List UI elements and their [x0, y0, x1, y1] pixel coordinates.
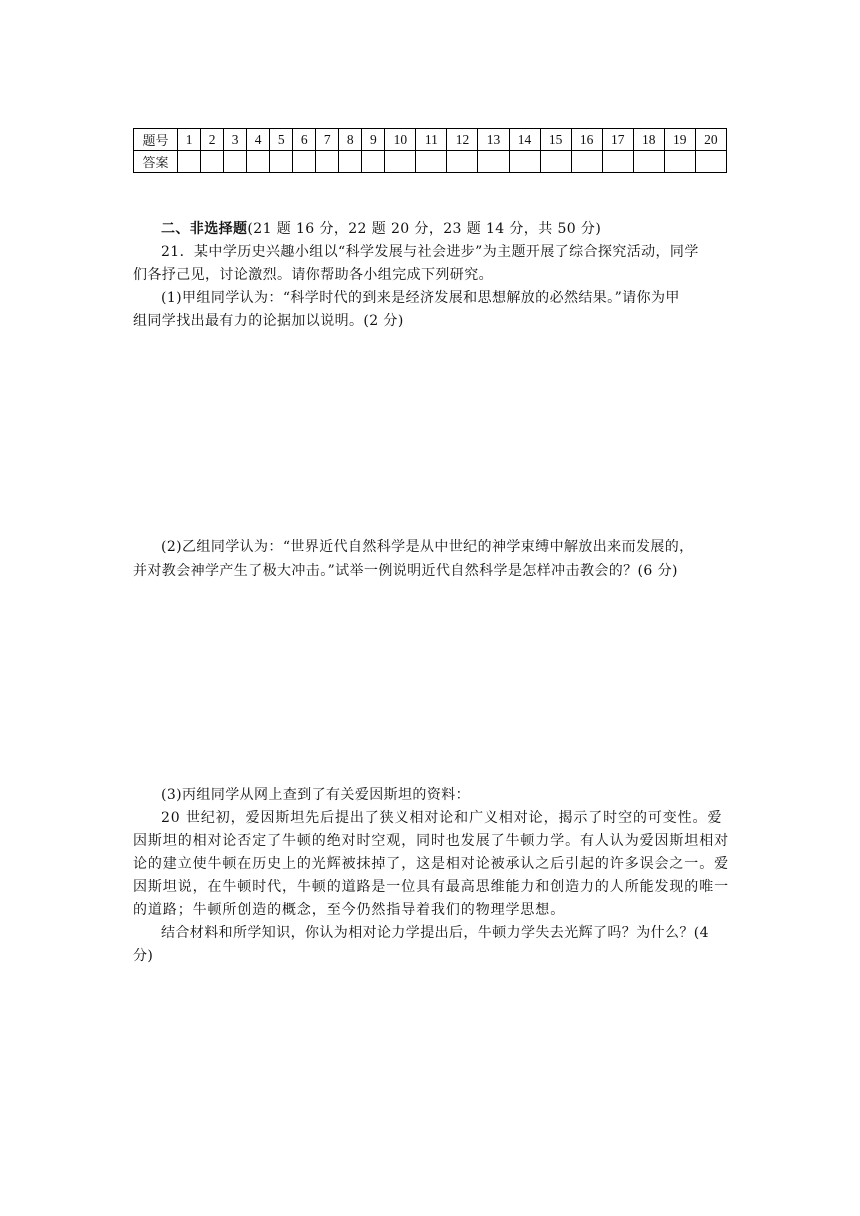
question-number-cell: 3 — [224, 129, 247, 151]
answer-row — [134, 151, 727, 173]
question-number-cell: 15 — [540, 129, 571, 151]
answer-cell[interactable] — [178, 151, 201, 173]
answer-cell[interactable] — [695, 151, 726, 173]
answer-cell[interactable] — [571, 151, 602, 173]
q21-part3-question-line-2: 分) — [133, 948, 154, 964]
question-number-cell: 2 — [201, 129, 224, 151]
answer-cell[interactable] — [447, 151, 478, 173]
question-number-row — [134, 129, 727, 151]
answer-cell[interactable] — [270, 151, 293, 173]
material-line-1: 20 世纪初，爱因斯坦先后提出了狭义相对论和广义相对论，揭示了时空的可变性。爱 — [161, 810, 723, 826]
answer-cell[interactable] — [509, 151, 540, 173]
question-number-cell: 4 — [247, 129, 270, 151]
q21-intro-line-2: 们各抒己见，讨论激烈。请你帮助各小组完成下列研究。 — [133, 267, 493, 283]
question-number-cell: 13 — [478, 129, 509, 151]
section-score-note: (21 题 16 分，22 题 20 分，23 题 14 分，共 50 分) — [247, 221, 602, 237]
q21-part3-intro: (3)丙组同学从网上查到了有关爱因斯坦的资料： — [161, 787, 471, 803]
question-number-cell: 14 — [509, 129, 540, 151]
q21-part3-question-line-1: 结合材料和所学知识，你认为相对论力学提出后，牛顿力学失去光辉了吗？为什么？(4 — [161, 925, 709, 941]
answer-cell[interactable] — [316, 151, 339, 173]
question-number-label: 题号 — [134, 129, 178, 151]
answer-label: 答案 — [134, 151, 178, 173]
question-number-cell: 10 — [385, 129, 416, 151]
section-title: 二、非选择题 — [161, 221, 248, 237]
section-heading — [161, 219, 733, 239]
answer-cell[interactable] — [478, 151, 509, 173]
question-number-cell: 1 — [178, 129, 201, 151]
question-number-cell: 16 — [571, 129, 602, 151]
question-number-cell: 20 — [695, 129, 726, 151]
answer-cell[interactable] — [385, 151, 416, 173]
answer-cell[interactable] — [224, 151, 247, 173]
q21-part2-line-2: 并对教会神学产生了极大冲击。”试举一例说明近代自然科学是怎样冲击教会的？(6 分) — [133, 563, 678, 579]
answer-cell[interactable] — [664, 151, 695, 173]
question-number-cell: 18 — [633, 129, 664, 151]
question-number-cell: 19 — [664, 129, 695, 151]
question-number-cell: 5 — [270, 129, 293, 151]
answer-cell[interactable] — [293, 151, 316, 173]
material-line-4: 因斯坦说，在牛顿时代，牛顿的道路是一位具有最高思维能力和创造力的人所能发现的唯一 — [133, 879, 729, 895]
answer-cell[interactable] — [201, 151, 224, 173]
material-line-5: 的道路；牛顿所创造的概念，至今仍然指导着我们的物理学思想。 — [133, 902, 566, 918]
question-number-cell: 12 — [447, 129, 478, 151]
answer-cell[interactable] — [416, 151, 447, 173]
question-number-cell: 7 — [316, 129, 339, 151]
answer-table — [133, 128, 727, 173]
answer-cell[interactable] — [247, 151, 270, 173]
q21-part1-line-1: (1)甲组同学认为：“科学时代的到来是经济发展和思想解放的必然结果。”请你为甲 — [161, 290, 680, 306]
question-number-cell: 17 — [602, 129, 633, 151]
answer-cell[interactable] — [602, 151, 633, 173]
question-number-cell: 6 — [293, 129, 316, 151]
answer-cell[interactable] — [540, 151, 571, 173]
material-line-2: 因斯坦的相对论否定了牛顿的绝对时空观，同时也发展了牛顿力学。有人认为爱因斯坦相对 — [133, 833, 729, 849]
question-number-cell: 11 — [416, 129, 447, 151]
answer-cell[interactable] — [633, 151, 664, 173]
q21-part2-line-1: (2)乙组同学认为：“世界近代自然科学是从中世纪的神学束缚中解放出来而发展的， — [161, 539, 694, 555]
question-number-cell: 8 — [339, 129, 362, 151]
q21-part1-line-2: 组同学找出最有力的论据加以说明。(2 分) — [133, 313, 404, 329]
question-number-cell: 9 — [362, 129, 385, 151]
material-line-3: 论的建立使牛顿在历史上的光辉被抹掉了，这是相对论被承认之后引起的许多误会之一。爱 — [133, 856, 729, 872]
q21-intro-line-1: 21．某中学历史兴趣小组以“科学发展与社会进步”为主题开展了综合探究活动，同学 — [161, 244, 699, 260]
answer-cell[interactable] — [339, 151, 362, 173]
answer-cell[interactable] — [362, 151, 385, 173]
